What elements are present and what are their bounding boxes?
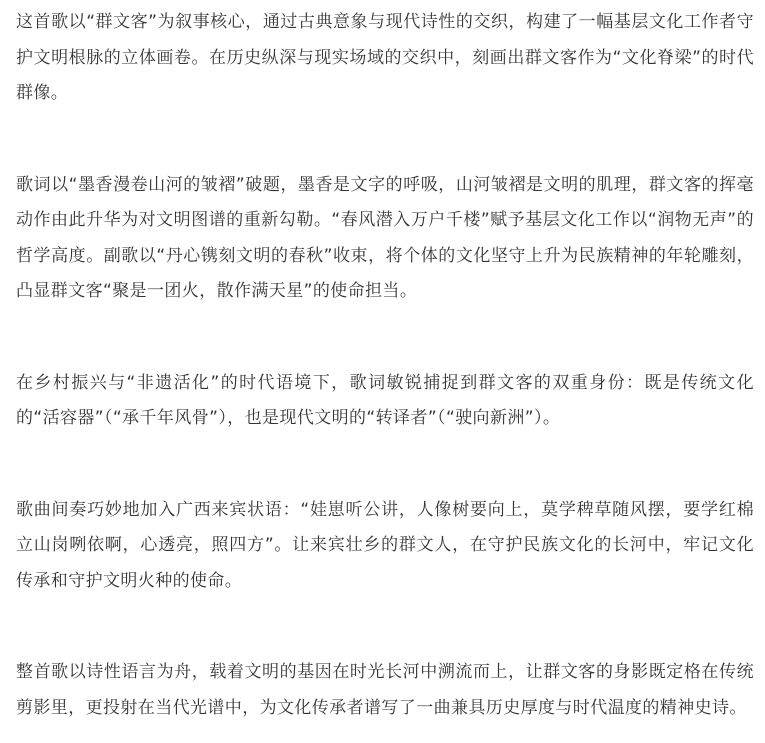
paragraph-intro: 这首歌以“群文客”为叙事核心，通过古典意象与现代诗性的交织，构建了一幅基层文化工作者守护文明根脉的立体画卷。在历史纵深与现实场域的交织中，刻画出群文客作为“文化脊梁”的时代群像。 (16, 12, 754, 103)
paragraph-lyrics-analysis: 歌词以“墨香漫卷山河的皱褶”破题，墨香是文字的呼吸，山河皱褶是文明的肌理，群文客的挥毫动作由此升华为对文明图谱的重新勾勒。“春风潜入万户千楼”赋予基层文化工作以“润物无声”的哲学高度。副歌以“丹心镌刻文明的春秋”收束，将个体的文化坚守上升为民族精神的年轮雕刻，凸显群文客“聚是一团火，散作满天星”的使命担当。 (16, 174, 754, 301)
paragraph-context: 在乡村振兴与“非遗活化”的时代语境下，歌词敏锐捕捉到群文客的双重身份：既是传统文化的“活容器”（“承千年风骨”），也是现代文明的“转译者”（“驶向新洲”）。 (16, 372, 754, 428)
paragraph-interlude: 歌曲间奏巧妙地加入广西来宾状语：“娃崽听公讲，人像树要向上，莫学稗草随风摆，要学红棉立山岗咧依啊，心透亮，照四方”。让来宾壮乡的群文人，在守护民族文化的长河中，牢记文化传承和守护文明火种的使命。 (16, 499, 754, 591)
paragraph-conclusion: 整首歌以诗性语言为舟，载着文明的基因在时光长河中溯流而上，让群文客的身影既定格在传统剪影里，更投射在当代光谱中，为文化传承者谱写了一曲兼具历史厚度与时代温度的精神史诗。 (16, 662, 754, 718)
article-body (16, 5, 754, 726)
